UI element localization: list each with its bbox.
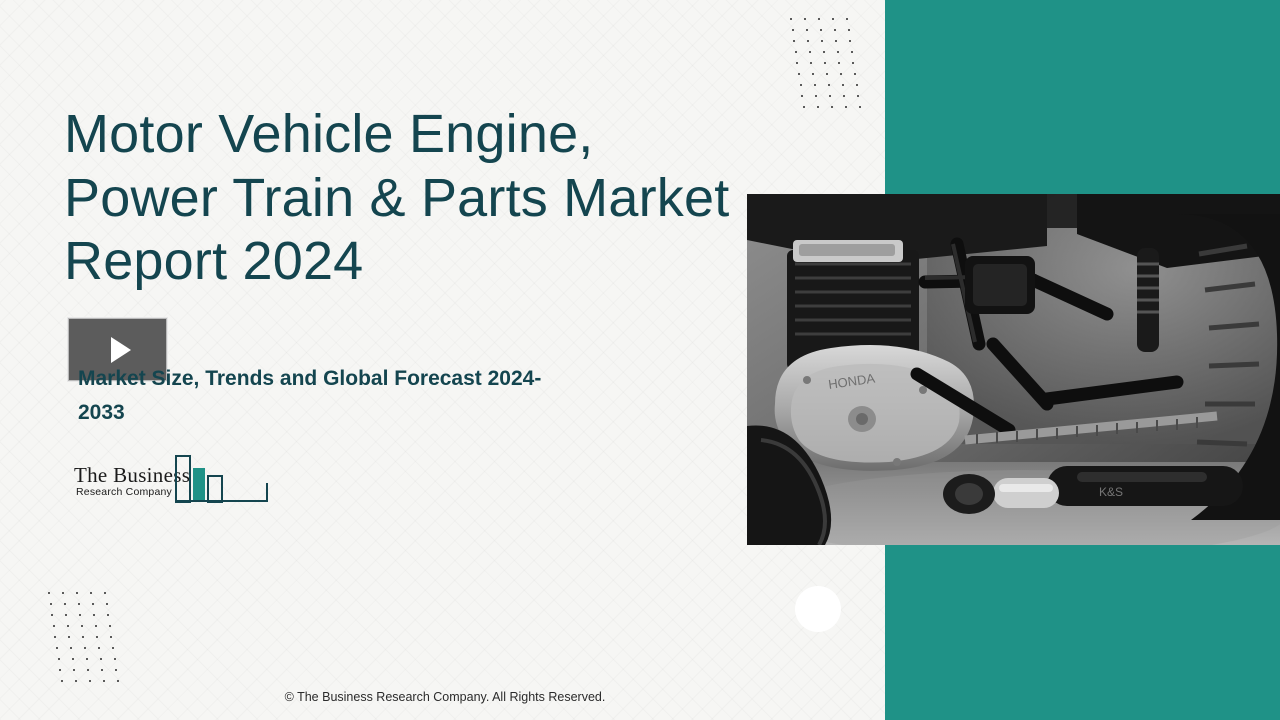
dot <box>65 614 67 616</box>
dot <box>824 62 826 64</box>
dot <box>796 62 798 64</box>
play-icon <box>111 337 131 363</box>
footer-copyright: © The Business Research Company. All Rights Reserved. <box>284 690 606 704</box>
dot <box>78 603 80 605</box>
dot <box>810 62 812 64</box>
dot <box>849 40 851 42</box>
dot <box>843 95 845 97</box>
dot <box>76 592 78 594</box>
dot <box>848 29 850 31</box>
dot <box>117 680 119 682</box>
logo-line-2: Research Company <box>76 486 172 498</box>
dot <box>854 73 856 75</box>
dot <box>856 84 858 86</box>
dot <box>73 669 75 671</box>
dot <box>803 106 805 108</box>
dot <box>84 647 86 649</box>
dot <box>804 18 806 20</box>
dot <box>90 592 92 594</box>
dot <box>98 647 100 649</box>
dot <box>820 29 822 31</box>
dot <box>829 95 831 97</box>
dot <box>58 658 60 660</box>
dot <box>846 18 848 20</box>
dot <box>72 658 74 660</box>
dot <box>795 51 797 53</box>
company-logo <box>70 452 285 512</box>
dot <box>110 636 112 638</box>
dot <box>793 40 795 42</box>
motorcycle-engine-photo <box>747 194 1280 545</box>
dot <box>75 680 77 682</box>
dot <box>81 625 83 627</box>
dot <box>838 62 840 64</box>
dot <box>831 106 833 108</box>
dot <box>56 647 58 649</box>
dot <box>106 603 108 605</box>
page-title: Motor Vehicle Engine, Power Train & Parts Market Report 2024 <box>64 104 730 292</box>
dot <box>826 73 828 75</box>
dot <box>93 614 95 616</box>
dot <box>851 51 853 53</box>
dot <box>821 40 823 42</box>
dot <box>107 614 109 616</box>
dot <box>109 625 111 627</box>
dot <box>59 669 61 671</box>
dot <box>115 669 117 671</box>
dot <box>68 636 70 638</box>
dot <box>89 680 91 682</box>
dot <box>832 18 834 20</box>
dot <box>814 84 816 86</box>
dot <box>852 62 854 64</box>
logo-bar-chart-icon <box>160 452 280 510</box>
dot <box>61 680 63 682</box>
dot <box>112 647 114 649</box>
white-circle-accent <box>795 586 841 632</box>
dot <box>92 603 94 605</box>
dot <box>64 603 66 605</box>
dot <box>96 636 98 638</box>
dot <box>87 669 89 671</box>
svg-text:HONDA: HONDA <box>827 370 876 392</box>
dot <box>86 658 88 660</box>
dot-pattern-top-icon <box>790 18 860 113</box>
dot <box>114 658 116 660</box>
dot <box>809 51 811 53</box>
logo-line-1: The Business <box>74 463 191 487</box>
dot <box>806 29 808 31</box>
dot <box>100 658 102 660</box>
dot <box>837 51 839 53</box>
dot <box>51 614 53 616</box>
dot <box>95 625 97 627</box>
dot <box>807 40 809 42</box>
dot <box>82 636 84 638</box>
dot <box>70 647 72 649</box>
dot <box>845 106 847 108</box>
dot <box>103 680 105 682</box>
dot <box>859 106 861 108</box>
dot <box>823 51 825 53</box>
dot <box>79 614 81 616</box>
dot <box>842 84 844 86</box>
svg-text:K&S: K&S <box>1099 485 1124 499</box>
dot <box>104 592 106 594</box>
dot <box>101 669 103 671</box>
dot <box>828 84 830 86</box>
dot <box>840 73 842 75</box>
dot <box>790 18 792 20</box>
dot <box>857 95 859 97</box>
dot <box>50 603 52 605</box>
dot <box>817 106 819 108</box>
dot <box>834 29 836 31</box>
dot <box>67 625 69 627</box>
page-subtitle: Market Size, Trends and Global Forecast 2024-2033 <box>78 367 542 425</box>
dot <box>818 18 820 20</box>
dot <box>48 592 50 594</box>
dot <box>53 625 55 627</box>
dot <box>801 95 803 97</box>
dot <box>62 592 64 594</box>
dot-pattern-bottom-icon <box>48 592 118 687</box>
dot <box>798 73 800 75</box>
dot <box>54 636 56 638</box>
dot <box>835 40 837 42</box>
dot <box>812 73 814 75</box>
dot <box>800 84 802 86</box>
dot <box>792 29 794 31</box>
dot <box>815 95 817 97</box>
